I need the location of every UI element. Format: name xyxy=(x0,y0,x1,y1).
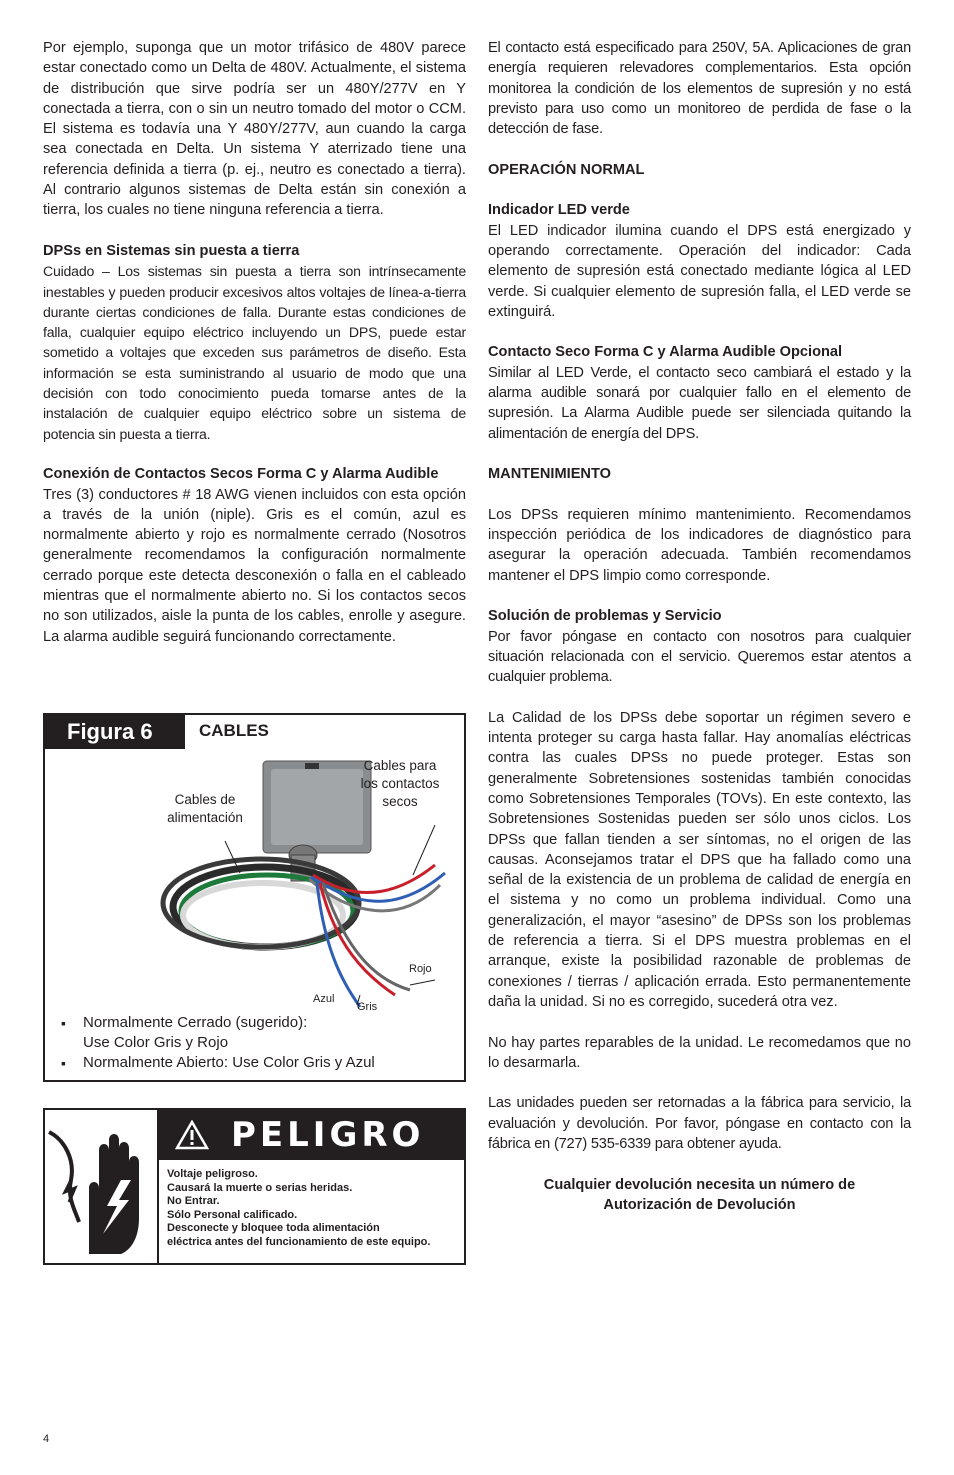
list-item: ▪ Normalmente Cerrado (sugerido): Use Color Gris y Rojo xyxy=(59,1013,375,1053)
dry-contact-alarm-heading: Contacto Seco Forma C y Alarma Audible Opcional xyxy=(488,344,843,361)
wiring-options-list xyxy=(59,1013,375,1073)
led-paragraph: El LED indicador ilumina cuando el DPS está energizado y operando correctamente. Operación del indicador: Cada elemento de supresión está conectado mediante lógica al LED verde. Si cualquier elemento de supresión falla, el LED verde se extinguirá. xyxy=(488,222,911,320)
danger-line: eléctrica antes del funcionamiento de este equipo. xyxy=(167,1235,431,1248)
dry-contact-alarm-paragraph: Similar al LED Verde, el contacto seco cambiará el estado y la alarma audible sonará por cualquier fallo en el elemento de supresión. La Alarma Audible puede ser silenciada quitando la alimentación de energía del DPS. xyxy=(488,364,911,442)
left-column xyxy=(43,38,466,647)
danger-line: No Entrar. xyxy=(167,1195,220,1208)
danger-line: Causará la muerte o serias heridas. xyxy=(167,1181,353,1194)
gray-wire-label: Gris xyxy=(357,1001,378,1013)
return-authorization-line-1: Cualquier devolución necesita un número de xyxy=(543,1176,856,1193)
warning-triangle-icon xyxy=(175,1120,209,1150)
dry-contacts-heading: Conexión de Contactos Secos Forma C y Alarma Audible xyxy=(43,466,439,483)
service-heading: Solución de problemas y Servicio xyxy=(488,608,722,625)
service-paragraph: Por favor póngase en contacto con nosotros para cualquier situación relacionada con el servicio. Queremos estar atentos a cualquier problema. xyxy=(488,628,911,686)
intro-paragraph: Por ejemplo, suponga que un motor trifásico de 480V parece estar conectado como un Delta de 480V. Actualmente, el sistema de distribución que sirve podría ser un 480Y/277V en Y conectada a tierra, con o sin un neutro tomado del motor o CCM. El sistema es todavía una Y 480Y/277V, aun cuando la carga sea conectada en Delta. Un sistema Y aterrizado tiene una referencia definida a tierra (p. ej., neutro es conectado a tierra). Al contrario algunos sistemas de Delta están sin conexión a tierra, los cuales no tiene ninguna referencia a tierra. xyxy=(43,40,466,219)
maintenance-paragraph: Los DPSs requieren mínimo mantenimiento. Recomendamos inspección periódica de los indicadores de diagnóstico para asegurar la operación adecuada. También recomendamos mantener el DPS limpio como corresponde. xyxy=(488,506,911,584)
ungrounded-heading: DPSs en Sistemas sin puesta a tierra xyxy=(43,242,300,259)
danger-text xyxy=(167,1168,430,1250)
contact-rating-paragraph: El contacto está especificado para 250V, 5A. Aplicaciones de gran energía requieren relevadores complementarios. Esta opción monitorea la condición de los elementos de supresión y no está previsto para uso como un monitoreo de perdida de fase o la detección de fase. xyxy=(488,40,911,138)
danger-header xyxy=(159,1110,464,1160)
ungrounded-paragraph: Cuidado – Los sistemas sin puesta a tierra son intrínsecamente inestables y pueden producir excesivos altos voltajes de línea-a-tierra durante ciertas condiciones de falla. Durante estas condiciones de falla, cualquier equipo eléctrico incluyendo un DPS, puede estar sometido a voltajes que exceden sus parámetros de diseño. Esta información se esta suministrando al usuario de modo que una decisión con todo conocimiento pueda tomarse antes de la instalación de cualquier equipo eléctrico sobre un sistema de potencia sin puesta a tierra. xyxy=(43,263,466,442)
danger-line: Desconecte y bloquee toda alimentación xyxy=(167,1222,380,1235)
page-number: 4 xyxy=(43,1433,50,1445)
danger-line: Voltaje peligroso. xyxy=(167,1168,258,1180)
dry-contacts-paragraph: Tres (3) conductores # 18 AWG vienen incluidos con esta opción a través de la unión (niple). Gris es el común, azul es normalmente abierto y rojo es normalmente cerrado (Nosotros generalmente recomendamos la configuración normalmente cerrado porque este detecta desconexión o falla en el cableado mientras que el normalmente abierto no. Si los contactos secos no son utilizados, aisle la punta de los cables, enrolle y asegure. La alarma audible seguirá funcionando correctamente. xyxy=(43,486,466,645)
figure-label: Figura 6 xyxy=(45,715,185,749)
figure-6-box xyxy=(43,713,466,1082)
right-column xyxy=(488,38,911,1215)
return-paragraph: Las unidades pueden ser retornadas a la fábrica para servicio, la evaluación y devolución. Por favor, póngase en contacto con la fábrica en (727) 535-6339 para obtener ayuda. xyxy=(488,1095,911,1153)
maintenance-heading: MANTENIMIENTO xyxy=(488,466,611,483)
quality-paragraph: La Calidad de los DPSs debe soportar un régimen severo e intenta proteger su carga hasta fallar. Hay anomalías eléctricas contra las cuales DPSs no puede proteger. Estas son generalmente Sobretensiones sostenidas también conocidas como Sobretensiones Temporales (TOVs). En este contexto, las Sobretensiones Sostenidas pueden ser sólo unos ciclos. Los DPSs que fallan tienden a ser síntomas, no el origen de las causas. Aconsejamos tratar el DPS que ha fallado como una señal de la existencia de un problema de calidad de energía en el sistema y no como un problema individual. Como una generalización, el mayor “asesino” de DPSs son los problemas de referencia a tierra. Si el DPS muestra problemas en el arranque, existe la posibilidad razonable de problemas de conexiones / tierras / aplicación errada. Esto permanentemente daña la unidad. Si no es corregido, sucederá otra vez. xyxy=(488,709,911,1010)
figure-subtitle: CABLES xyxy=(199,721,269,740)
danger-line: Sólo Personal calificado. xyxy=(167,1208,298,1221)
power-cables-caption: Cables de alimentación xyxy=(167,792,243,825)
list-item: ▪ Normalmente Abierto: Use Color Gris y Azul xyxy=(59,1053,375,1073)
parts-paragraph: No hay partes reparables de la unidad. Le recomedamos que no lo desarmarla. xyxy=(488,1034,911,1071)
blue-wire-label: Azul xyxy=(313,993,335,1005)
normal-operation-heading: OPERACIÓN NORMAL xyxy=(488,161,645,178)
dry-contact-cables-caption: Cables para los contactos secos xyxy=(360,758,440,809)
electrical-hazard-hand-icon xyxy=(45,1110,159,1263)
led-heading: Indicador LED verde xyxy=(488,202,630,219)
danger-warning-box xyxy=(43,1108,466,1265)
danger-title: PELIGRO xyxy=(231,1115,425,1155)
return-authorization-line-2: Autorización de Devolución xyxy=(603,1196,796,1213)
red-wire-label: Rojo xyxy=(409,963,432,975)
